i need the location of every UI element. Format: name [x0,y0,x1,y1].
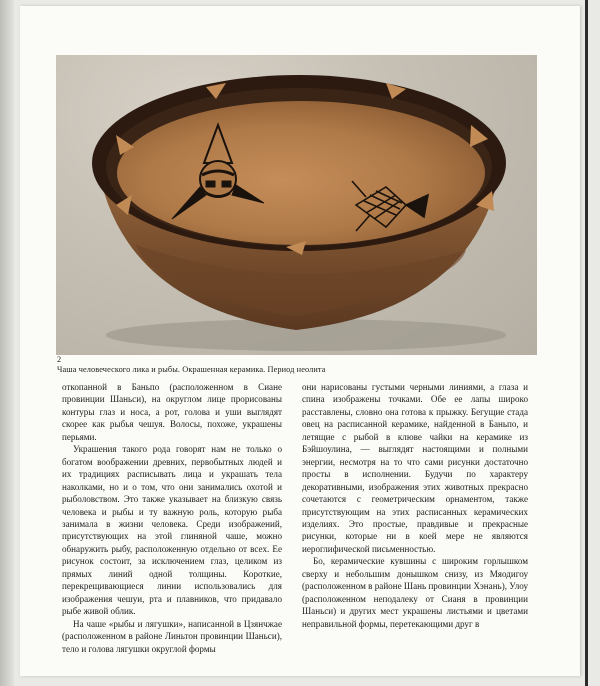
figure-number: 2 [57,355,62,364]
paragraph: На чаше «рыбы и лягушки», написанной в Цзянчжае (расположенном в районе Линьтон провинции Шаньси), тело и голова лягушки округлой формы [62,618,282,654]
text-column-right [302,381,528,630]
paragraph: Украшения такого рода говорят нам не только о богатом воображении древних, первобытных людей и их традициях расписывать лица и украшать тела наколками, но и о том, что они занимались охотой и рыболовством. Это также указывает на близкую связь человека и рыбы и ту важную роль, которую рыба занимала в жизни человека. Среди изображений, присутствующих на этой глиняной чаше, можно обнаружить рыбу, расположенную отдельно от всех. Ее рисунок состоит, за исключением глаз, целиком из прямых линий одной толщины. Короткие, перекрещивающиеся линии использовались для изображения чешуи, рта и плавников, что придавало рыбе живой облик. [62,444,282,617]
figure-caption [57,355,537,375]
text-column-left [62,381,282,655]
bowl-illustration [56,55,537,355]
book-spine-shadow [0,0,14,686]
page-edge-dark [585,0,588,686]
paragraph: откопанной в Баньпо (расположенном в Сиане провинции Шаньси), на округлом лице прорисованы контуры глаз и носа, а рот, голова и уши выглядят скорее как рыбья чешуя. Волосы, похоже, украшены перьями. [62,382,282,442]
figure-photo-painted-bowl [56,55,537,355]
bowl-interior [117,101,485,245]
figure-caption-text: Чаша человеческого лика и рыбы. Окрашенная керамика. Период неолита [57,365,326,374]
paragraph: Бо, керамические кувшины с широким горлышком сверху и небольшим донышком снизу, из Мяодигоу (расположенном в районе Шань провинции Хэнань), Улоу (расположенном неподалеку от Сианя в провинции Шаньси) и других мест украшены листьями и цветами неправильной формы, перетекающими друг в [302,556,528,629]
paragraph: они нарисованы густыми черными линиями, а глаза и спина изображены точками. Обе ее лапы широко расставлены, словно она готова к прыжку. Бегущие стада овец на расписанной керамике, найденной в Баньпо, и летящие с рыбой в клюве чайки на керамике из Бэйшоулина, — выглядят настоящими и полными энергии, несмотря на то что сами рисунки достаточно просты в исполнении. Будучи по характеру декоративными, изображения этих животных прекрасно сочетаются с геометрическим орнаментом, также присутствующим на этих расписанных керамических изделиях. Это простые, правдивые и прекрасные рисунки, которые ни в коей мере не являются иероглифической письменностью. [302,382,528,554]
